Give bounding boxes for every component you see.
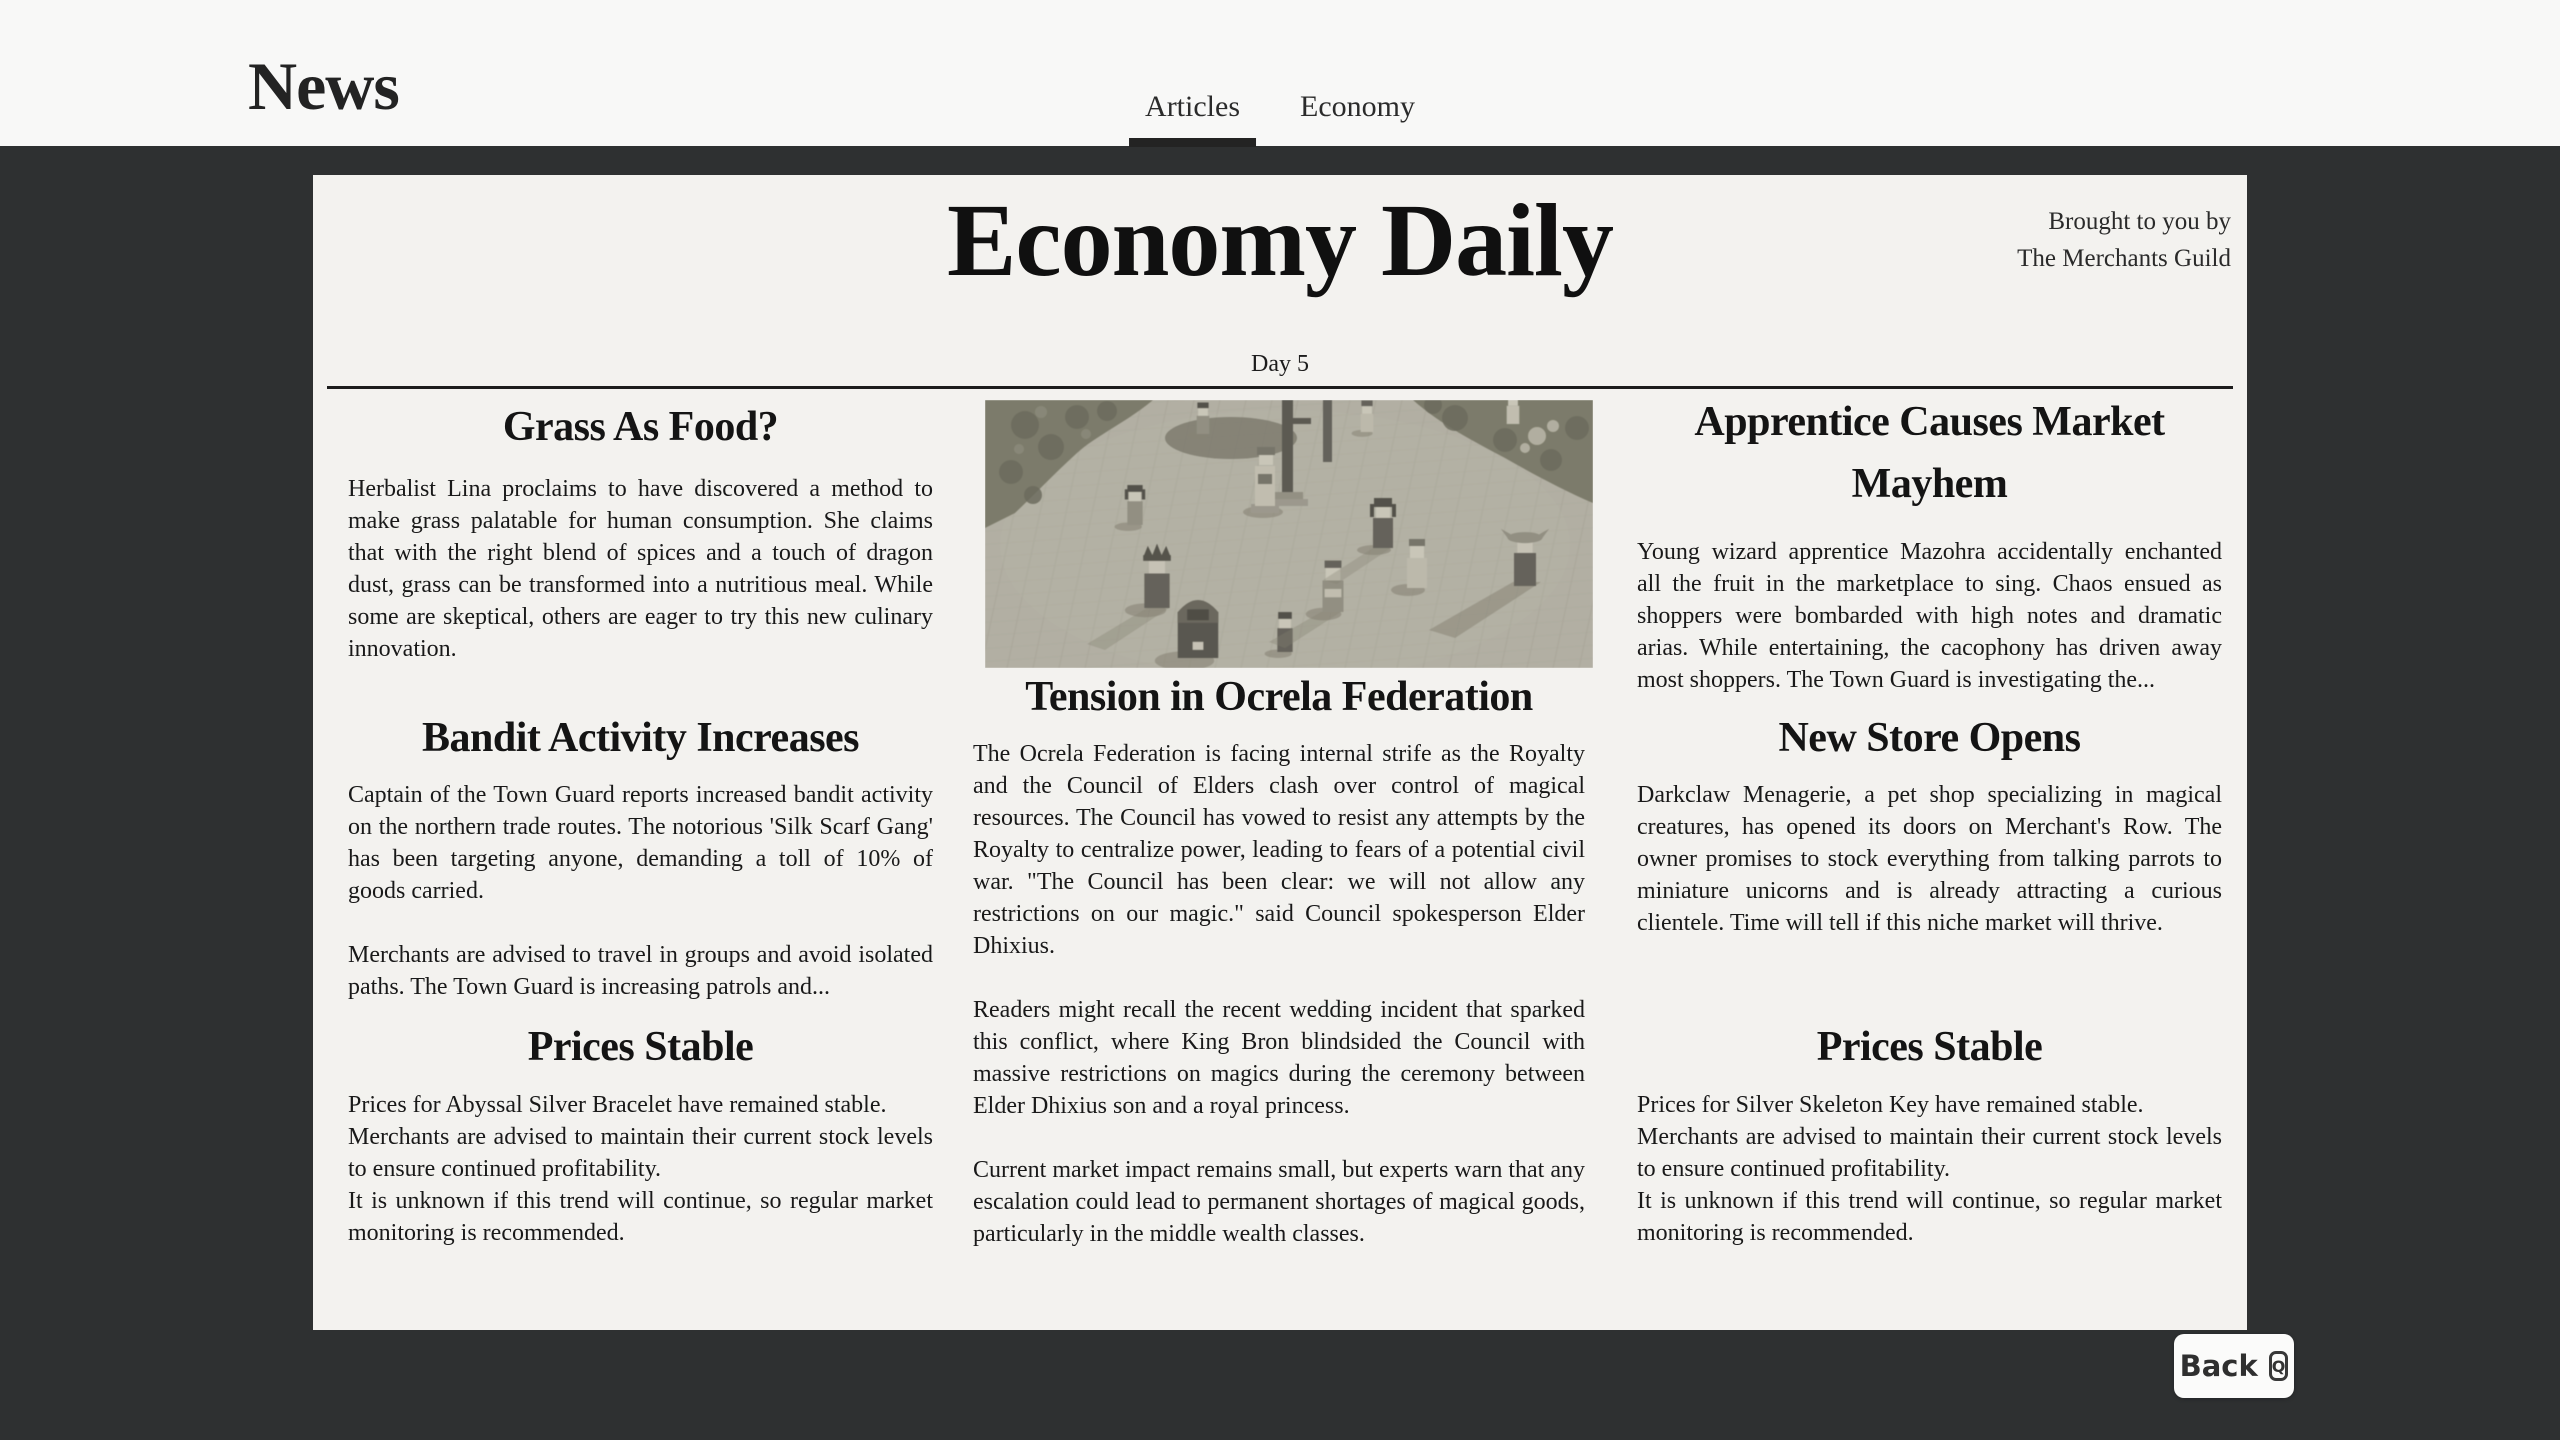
newspaper-masthead: Economy Daily xyxy=(947,183,1613,298)
page-title: News xyxy=(248,48,399,124)
town-square-illustration xyxy=(985,400,1593,668)
byline-line2: The Merchants Guild xyxy=(2017,245,2231,272)
paragraph: Darkclaw Menagerie, a pet shop specializing in magical creatures, has opened its doors on Merchant's Row. The owner promises to stock everything from talking parrots to miniature unicorns and is already attracting a curious clientele. Time will tell if this niche market will thrive. xyxy=(1637,782,2222,936)
newspaper-sheet xyxy=(313,175,2247,1330)
header-tabs xyxy=(1141,90,1419,124)
article-body-bandit-activity xyxy=(348,779,933,1003)
article-body-apprentice-mayhem xyxy=(1637,536,2222,696)
article-body-prices-stable-left xyxy=(348,1089,933,1249)
paragraph: Prices for Abyssal Silver Bracelet have remained stable. xyxy=(348,1092,887,1118)
paragraph: Merchants are advised to travel in groups and avoid isolated paths. The Town Guard is increasing patrols and... xyxy=(348,942,933,1000)
article-body-new-store-opens xyxy=(1637,779,2222,939)
article-body-grass-as-food xyxy=(348,473,933,665)
paragraph: Current market impact remains small, but experts warn that any escalation could lead to permanent shortages of magical goods, particularly in the middle wealth classes. xyxy=(973,1157,1585,1247)
article-title-prices-stable-left: Prices Stable xyxy=(527,1024,754,1070)
paragraph: Merchants are advised to maintain their current stock levels to ensure continued profitability. xyxy=(1637,1124,2222,1182)
article-title-bandit-activity: Bandit Activity Increases xyxy=(421,715,860,761)
top-header-bar xyxy=(0,0,2560,146)
masthead-divider-rule xyxy=(327,386,2233,389)
tab-economy[interactable]: Economy xyxy=(1299,90,1415,123)
paragraph: Captain of the Town Guard reports increased bandit activity on the northern trade routes. The notorious 'Silk Scarf Gang' has been targeting anyone, demanding a toll of 10% of goods carried. xyxy=(348,782,933,904)
newspaper-dateline: Day 5 xyxy=(1251,351,1309,377)
paragraph: Readers might recall the recent wedding incident that sparked this conflict, where King Bron blindsided the Council with massive restrictions on magics during the ceremony between Elder Dhixius son and a royal princess. xyxy=(973,997,1585,1119)
byline-line1: Brought to you by xyxy=(2048,208,2231,235)
article-body-tension-ocrela xyxy=(973,738,1585,1250)
paragraph: The Ocrela Federation is facing internal strife as the Royalty and the Council of Elders clash over control of magical resources. The Council has vowed to resist any attempts by the Royalty to centralize power, leading to fears of a potential civil war. "The Council has been clear: we will not allow any restrictions on our magic." said Council spokesperson Elder Dhixius. xyxy=(973,741,1585,959)
paragraph: It is unknown if this trend will continue, so regular market monitoring is recommended. xyxy=(1637,1188,2222,1246)
newspaper-photo xyxy=(985,400,1593,668)
paragraph: Young wizard apprentice Mazohra accidentally enchanted all the fruit in the marketplace to sing. Chaos ensued as shoppers were bombarded with high notes and dramatic arias. While entertaining, the cacophony has driven away most shoppers. The Town Guard is investigating the... xyxy=(1637,539,2222,693)
paragraph: It is unknown if this trend will continue, so regular market monitoring is recommended. xyxy=(348,1188,933,1246)
newspaper-byline xyxy=(2017,203,2231,277)
tab-articles[interactable]: Articles xyxy=(1141,90,1244,124)
article-title-apprentice-mayhem: Apprentice Causes Market Mayhem xyxy=(1694,399,2165,507)
keyboard-key-q-icon: Q xyxy=(2269,1351,2289,1381)
paragraph: Merchants are advised to maintain their current stock levels to ensure continued profitability. xyxy=(348,1124,933,1182)
article-title-grass-as-food: Grass As Food? xyxy=(502,404,779,450)
article-title-prices-stable-right: Prices Stable xyxy=(1816,1024,2043,1070)
paragraph: Prices for Silver Skeleton Key have remained stable. xyxy=(1637,1092,2144,1118)
article-title-new-store-opens: New Store Opens xyxy=(1778,715,2081,761)
article-body-prices-stable-right xyxy=(1637,1089,2222,1249)
article-title-tension-ocrela: Tension in Ocrela Federation xyxy=(1025,674,1533,720)
back-button-label: Back xyxy=(2179,1348,2258,1383)
paragraph: Herbalist Lina proclaims to have discovered a method to make grass palatable for human consumption. She claims that with the right blend of spices and a touch of dragon dust, grass can be transformed into a nutritious meal. While some are skeptical, others are eager to try this new culinary innovation. xyxy=(348,476,933,662)
back-button[interactable] xyxy=(2174,1334,2294,1398)
